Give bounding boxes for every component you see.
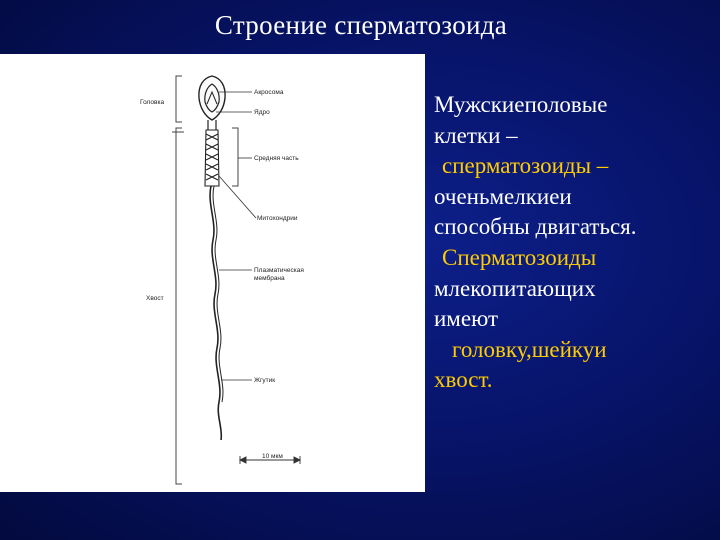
slide-title: Строение сперматозоида <box>214 10 508 40</box>
label-mitochondria: Митохондрии <box>257 215 298 222</box>
sperm-diagram-svg <box>0 54 425 492</box>
label-scale: 10 мкм <box>262 453 283 460</box>
label-head: Головка <box>140 99 165 106</box>
label-nucleus: Ядро <box>254 109 270 116</box>
label-membrane-1: Плазматическая <box>254 267 304 274</box>
text-line-8: имеют <box>434 306 499 332</box>
text-line-4: оченьмелкиеи <box>434 183 572 209</box>
text-line-10: хвост. <box>434 367 493 393</box>
text-line-7: млекопитающих <box>434 275 596 301</box>
sperm-head <box>199 76 225 120</box>
text-line-5: способны двигаться. <box>434 214 637 240</box>
sperm-tail <box>210 186 221 440</box>
label-membrane-2: мембрана <box>254 275 285 282</box>
sperm-diagram <box>0 54 425 492</box>
text-line-3: сперматозоиды – <box>442 153 609 179</box>
label-tail: Хвост <box>146 295 164 302</box>
sperm-neck <box>208 120 216 130</box>
text-line-6: Сперматозоиды <box>442 244 597 270</box>
label-flagellum: Жгутик <box>254 377 276 384</box>
text-line-2: клетки – <box>434 122 518 148</box>
label-midpiece: Средняя часть <box>254 155 299 162</box>
text-line-1: Мужскиеполовые <box>434 92 608 117</box>
label-acrosome: Акросома <box>254 89 284 96</box>
tail-bracket <box>176 128 182 484</box>
head-bracket <box>176 76 182 122</box>
text-line-9: головку,шейкуи <box>452 336 607 362</box>
sperm-midpiece <box>205 130 219 186</box>
description-text <box>434 90 692 396</box>
